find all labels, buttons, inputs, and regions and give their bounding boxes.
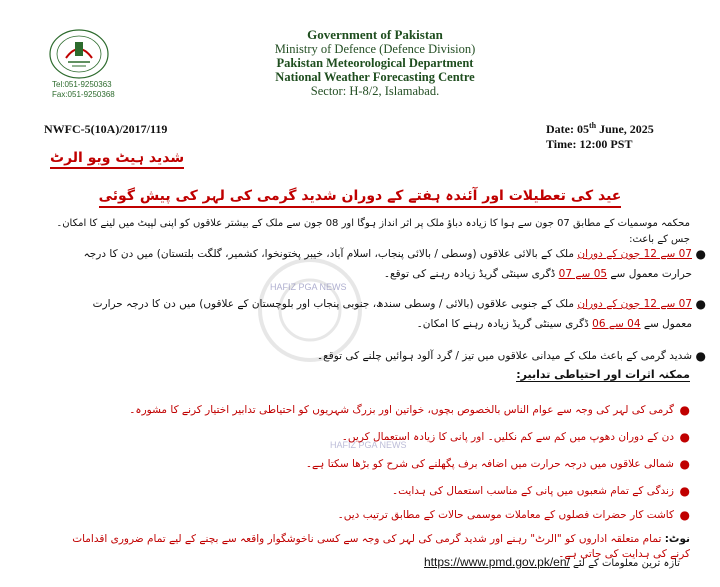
bullet-dot-icon: ● — [679, 508, 690, 522]
watermark-text-2: HAFIZ PGA NEWS — [330, 440, 407, 450]
bullet-item: ● 07 سے 12 جون کے دوران ملک کے بالائی علاقوں (وسطی / بالائی پنجاب، اسلام آباد، خیبر پختونخوا، کشمیر، گلگت بلتستان) میں دن کا درجہ حرارت معمول سے 05 سے 07 ڈگری سینٹی گریڈ زیادہ رہنے کی توقع۔ — [72, 244, 692, 284]
bullet-dot-icon: ● — [679, 457, 690, 471]
date-block — [546, 118, 654, 152]
heatwave-alert-label: شدید ہیٹ ویو الرٹ — [50, 150, 184, 169]
date-line: Date: 05th June, 2025 — [546, 121, 654, 136]
bullet-dot-icon: ● — [679, 403, 690, 417]
bullet-item: ● شدید گرمی کے باعث ملک کے میدانی علاقوں میں تیز / گرد آلود ہوائیں چلنے کی توقع۔ — [72, 346, 692, 366]
bullet-dot-icon: ● — [695, 247, 706, 261]
footer-text: تازہ ترین معلومات کے لئے — [569, 558, 680, 569]
measure-item: ● گرمی کی لہر کی وجہ سے عوام الناس بالخصوص بچوں، خواتین اور بزرگ شہریوں کو احتیاطی تدابیر اختیار کرنے کا مشورہ۔ — [129, 403, 690, 417]
note-text: تمام متعلقہ اداروں کو "الرٹ" رہنے اور شدید گرمی کی لہر کی وجہ سے کسی ناخوشگوار واقعہ سے بچنے کے لیے تمام ضروری اقدامات کرنے کی ہدایت کی جاتی ہے۔ — [72, 533, 690, 560]
document-title: عید کی تعطیلات اور آئندہ ہفتے کے دوران شدید گرمی کی لہر کی پیش گوئی — [70, 188, 650, 204]
contact-fax: Fax:051-9250368 — [52, 90, 115, 99]
bullet-dot-icon: ● — [679, 430, 690, 444]
bullet-dot-icon: ● — [695, 297, 706, 311]
centre-name: National Weather Forecasting Centre — [275, 70, 475, 84]
measure-item: ● دن کے دوران دھوپ میں کم سے کم نکلیں۔ اور پانی کا زیادہ استعمال کریں۔ — [341, 430, 690, 444]
note-label: نوٹ: — [664, 533, 690, 545]
bullet-dot-icon: ● — [695, 349, 706, 363]
measure-item: ● شمالی علاقوں میں درجہ حرارت میں اضافہ برف پگھلنے کی شرح کو بڑھا سکتا ہے۔ — [305, 457, 690, 471]
address: Sector: H-8/2, Islamabad. — [310, 84, 440, 98]
bullet-dot-icon: ● — [679, 484, 690, 498]
pmd-logo-icon — [48, 28, 110, 80]
department-name: Pakistan Meteorological Department — [276, 56, 474, 70]
footer — [424, 555, 680, 569]
intro-paragraph: محکمہ موسمیات کے مطابق 07 جون سے ہوا کا زیادہ دباؤ ملک پر اثر انداز ہوگا اور 08 جون سے ملک کے بیشتر علاقوں کو اپنی لپیٹ میں لینے کا امکان۔ جس کے باعث: — [56, 218, 690, 245]
letterhead — [210, 28, 540, 98]
time-line: Time: 12:00 PST — [546, 137, 633, 151]
contact-tel: Tel:051-9250363 — [52, 80, 112, 89]
pmd-website-link[interactable]: https://www.pmd.gov.pk/en/ — [424, 555, 570, 569]
measure-item: ● کاشت کار حضرات فصلوں کے معاملات موسمی حالات کے مطابق ترتیب دیں۔ — [337, 508, 690, 522]
measure-item: ● زندگی کے تمام شعبوں میں پانی کے مناسب استعمال کی ہدایت۔ — [391, 484, 690, 498]
govt-name: Government of Pakistan — [307, 27, 443, 42]
contact-info — [52, 80, 115, 100]
bullet-item: ● 07 سے 12 جون کے دوران ملک کے جنوبی علاقوں (بالائی / وسطی سندھ، جنوبی پنجاب اور بلوچستان کے علاقوں) میں دن کا درجہ حرارت معمول سے 04 سے 06 ڈگری سینٹی گریڈ زیادہ رہنے کا امکان۔ — [72, 294, 692, 334]
ministry-name: Ministry of Defence (Defence Division) — [274, 42, 476, 56]
reference-number: NWFC-5(10A)/2017/119 — [44, 122, 168, 136]
measures-title: ممکنہ اثرات اور احتیاطی تدابیر: — [516, 368, 690, 381]
watermark-text: HAFIZ PGA NEWS — [270, 282, 347, 292]
